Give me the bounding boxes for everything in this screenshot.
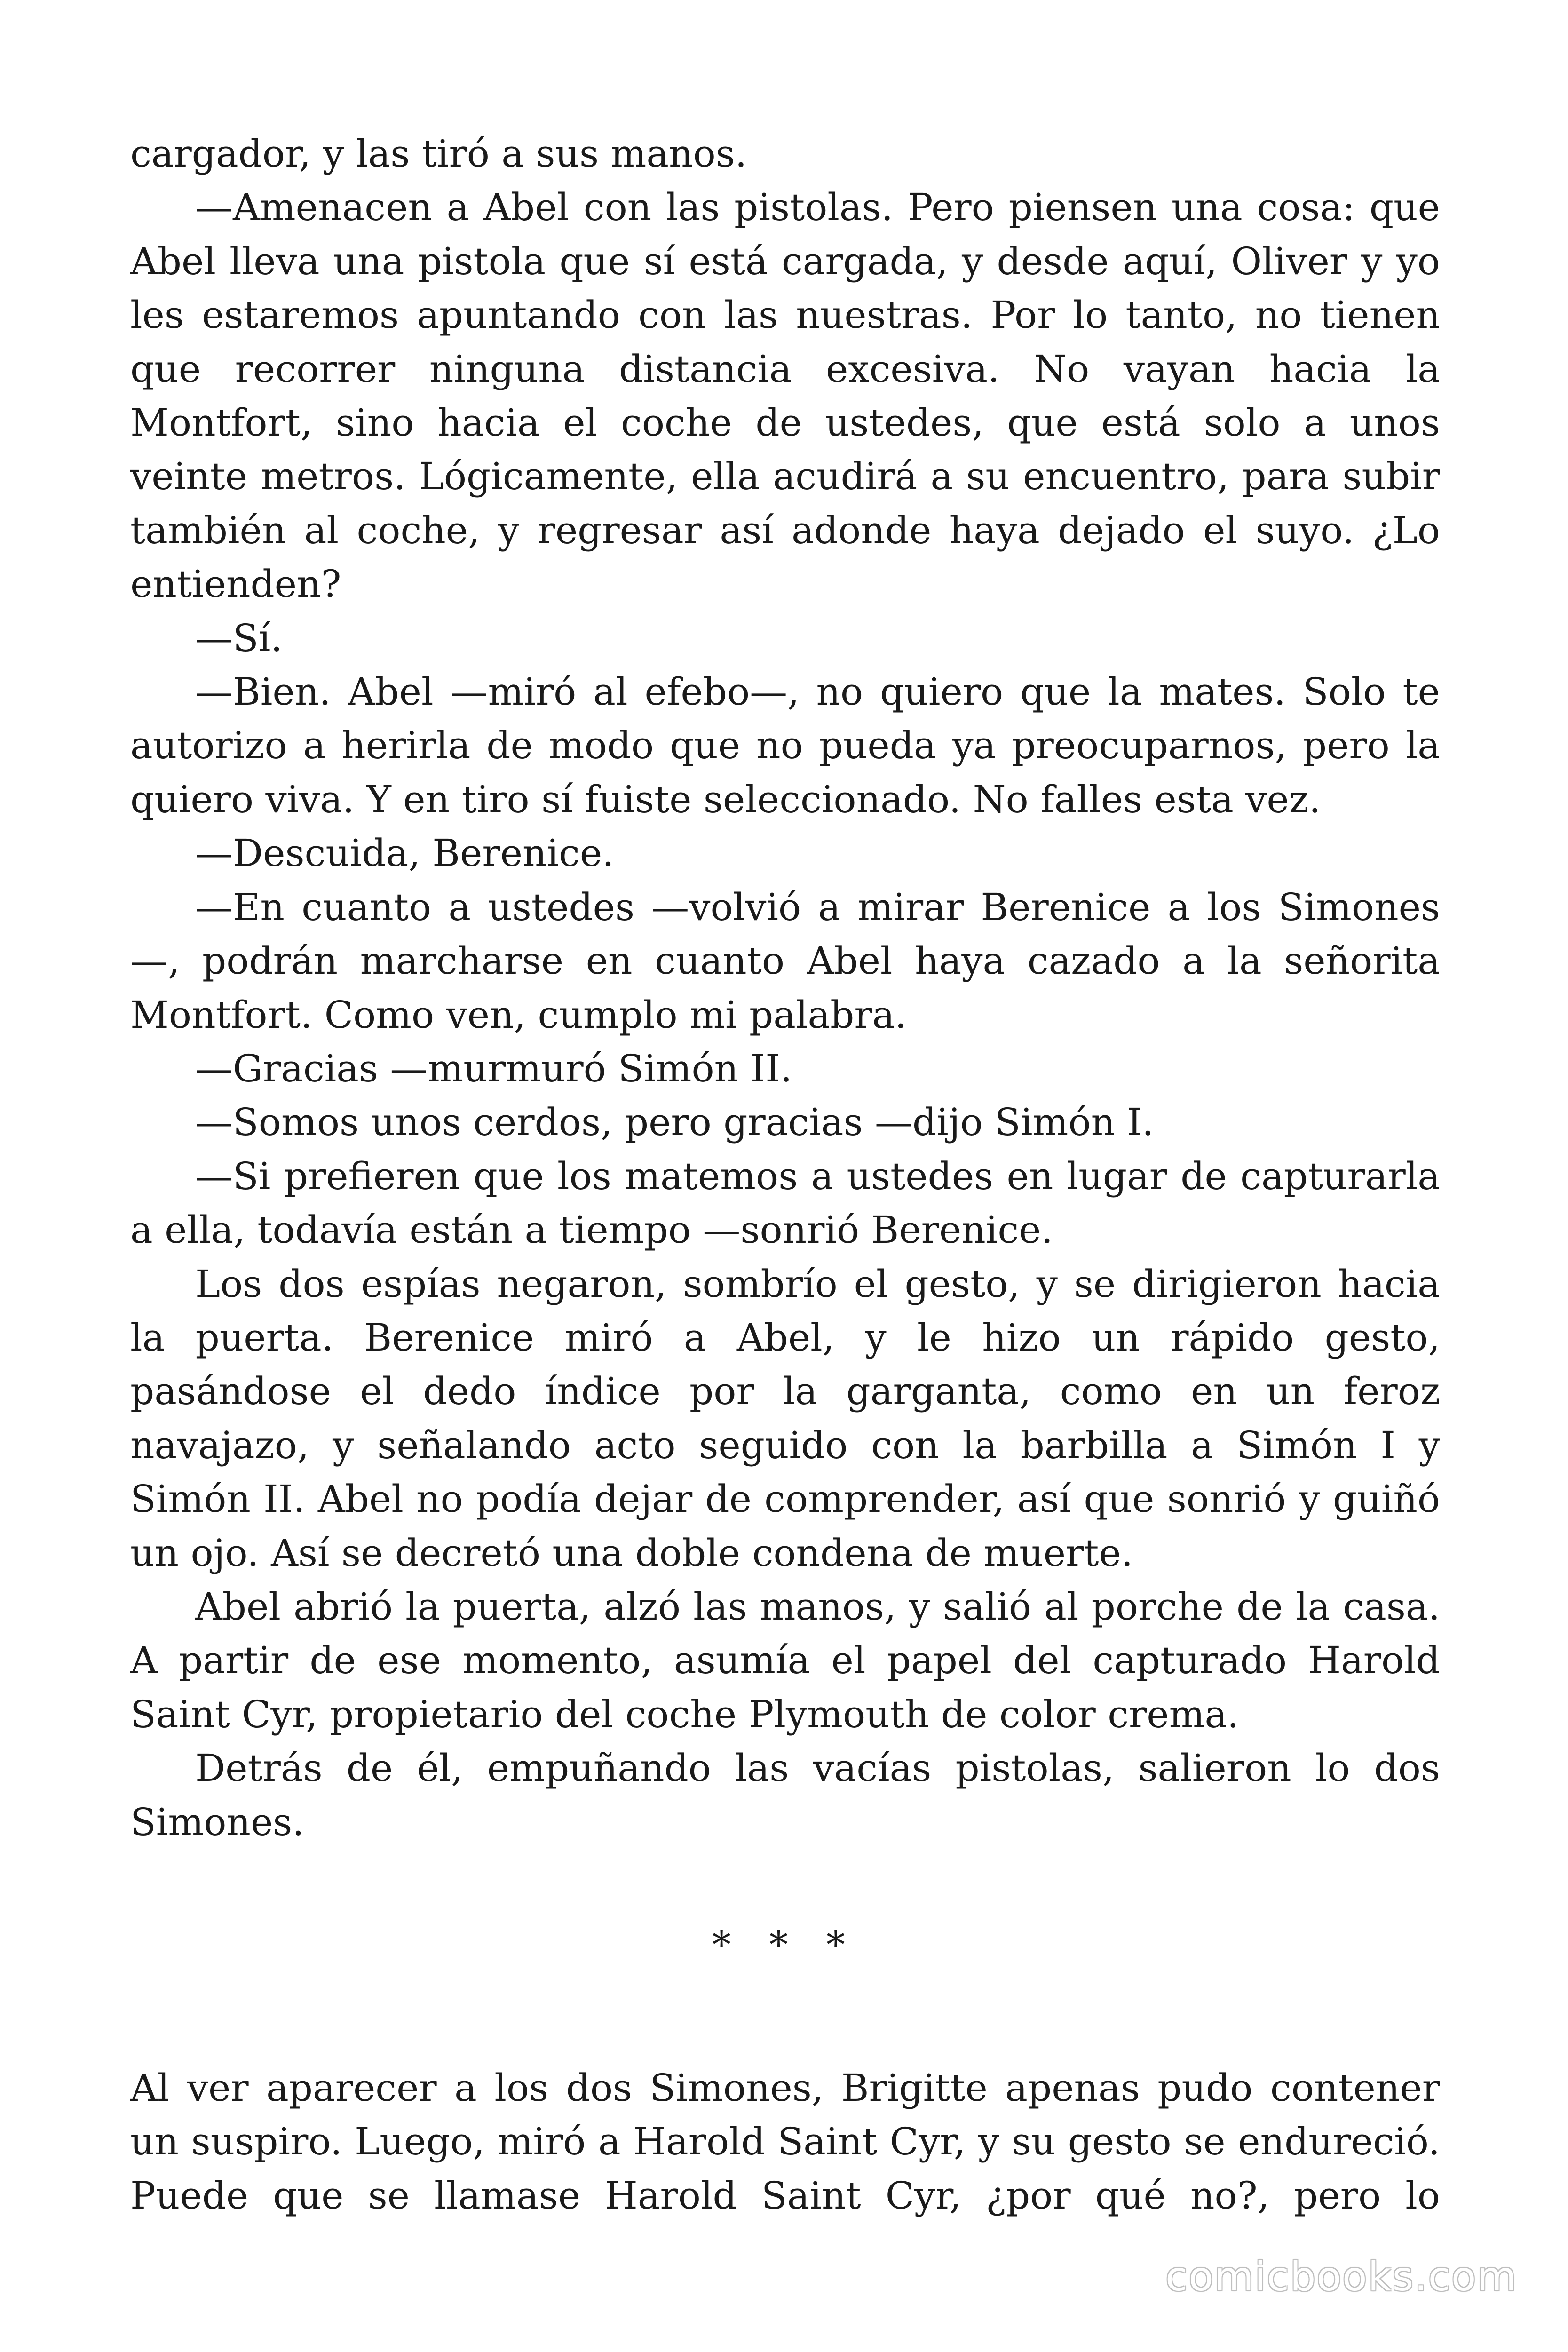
- paragraph: —Descuida, Berenice.: [195, 831, 614, 875]
- body-text: [130, 127, 1440, 1849]
- paragraph: —En cuanto a ustedes —volvió a mirar Berenice a los Simones —, podrán marcharse en cuanto Abel haya cazado a la señorita Montfort. Como ven, cumplo mi palabra.: [130, 885, 1440, 1037]
- paragraph: Detrás de él, empuñando las vacías pistolas, salieron lo dos Simones.: [130, 1746, 1440, 1844]
- paragraph: Los dos espías negaron, sombrío el gesto, y se dirigieron hacia la puerta. Berenice miró a Abel, y le hizo un rápido gesto, pasándose el dedo índice por la garganta, como en un feroz navajazo, y señalando acto seguido con la barbilla a Simón I y Simón II. Abel no podía dejar de comprender, así que sonrió y guiñó un ojo. Así se decretó una doble condena de muerte.: [130, 1262, 1440, 1575]
- paragraph: —Bien. Abel —miró al efebo—, no quiero que la mates. Solo te autorizo a herirla de modo que no pueda ya preocuparnos, pero la quiero viva. Y en tiro sí fuiste seleccionado. No falles esta vez.: [130, 670, 1440, 821]
- next-section-text: [130, 2061, 1440, 2223]
- paragraph: —Somos unos cerdos, pero gracias —dijo Simón I.: [195, 1100, 1154, 1144]
- paragraph: cargador, y las tiró a sus manos.: [130, 132, 747, 175]
- paragraph: —Sí.: [195, 616, 283, 660]
- watermark: comicbooks.com: [1165, 2253, 1518, 2300]
- paragraph: Al ver aparecer a los dos Simones, Brigitte apenas pudo contener un suspiro. Luego, miró a Harold Saint Cyr, y su gesto se endureció. Puede que se llamase Harold Saint Cyr, ¿por qué no?, pero lo: [130, 2066, 1440, 2217]
- paragraph: Abel abrió la puerta, alzó las manos, y salió al porche de la casa. A partir de ese momento, asumía el papel del capturado Harold Saint Cyr, propietario del coche Plymouth de color crema.: [130, 1584, 1440, 1736]
- paragraph: —Amenacen a Abel con las pistolas. Pero piensen una cosa: que Abel lleva una pistola que sí está cargada, y desde aquí, Oliver y yo les estaremos apuntando con las nuestras. Por lo tanto, no tienen que recorrer ninguna distancia excesiva. No vayan hacia la Montfort, sino hacia el coche de ustedes, que está solo a unos veinte metros. Lógicamente, ella acudirá a su encuentro, para subir también al coche, y regresar así adonde haya dejado el suyo. ¿Lo entienden?: [130, 185, 1440, 606]
- paragraph: —Gracias —murmuró Simón II.: [195, 1046, 792, 1090]
- paragraph: —Si prefieren que los matemos a ustedes en lugar de capturarla a ella, todavía están a tiempo —sonrió Berenice.: [130, 1154, 1440, 1252]
- section-separator: * * *: [712, 1923, 858, 1967]
